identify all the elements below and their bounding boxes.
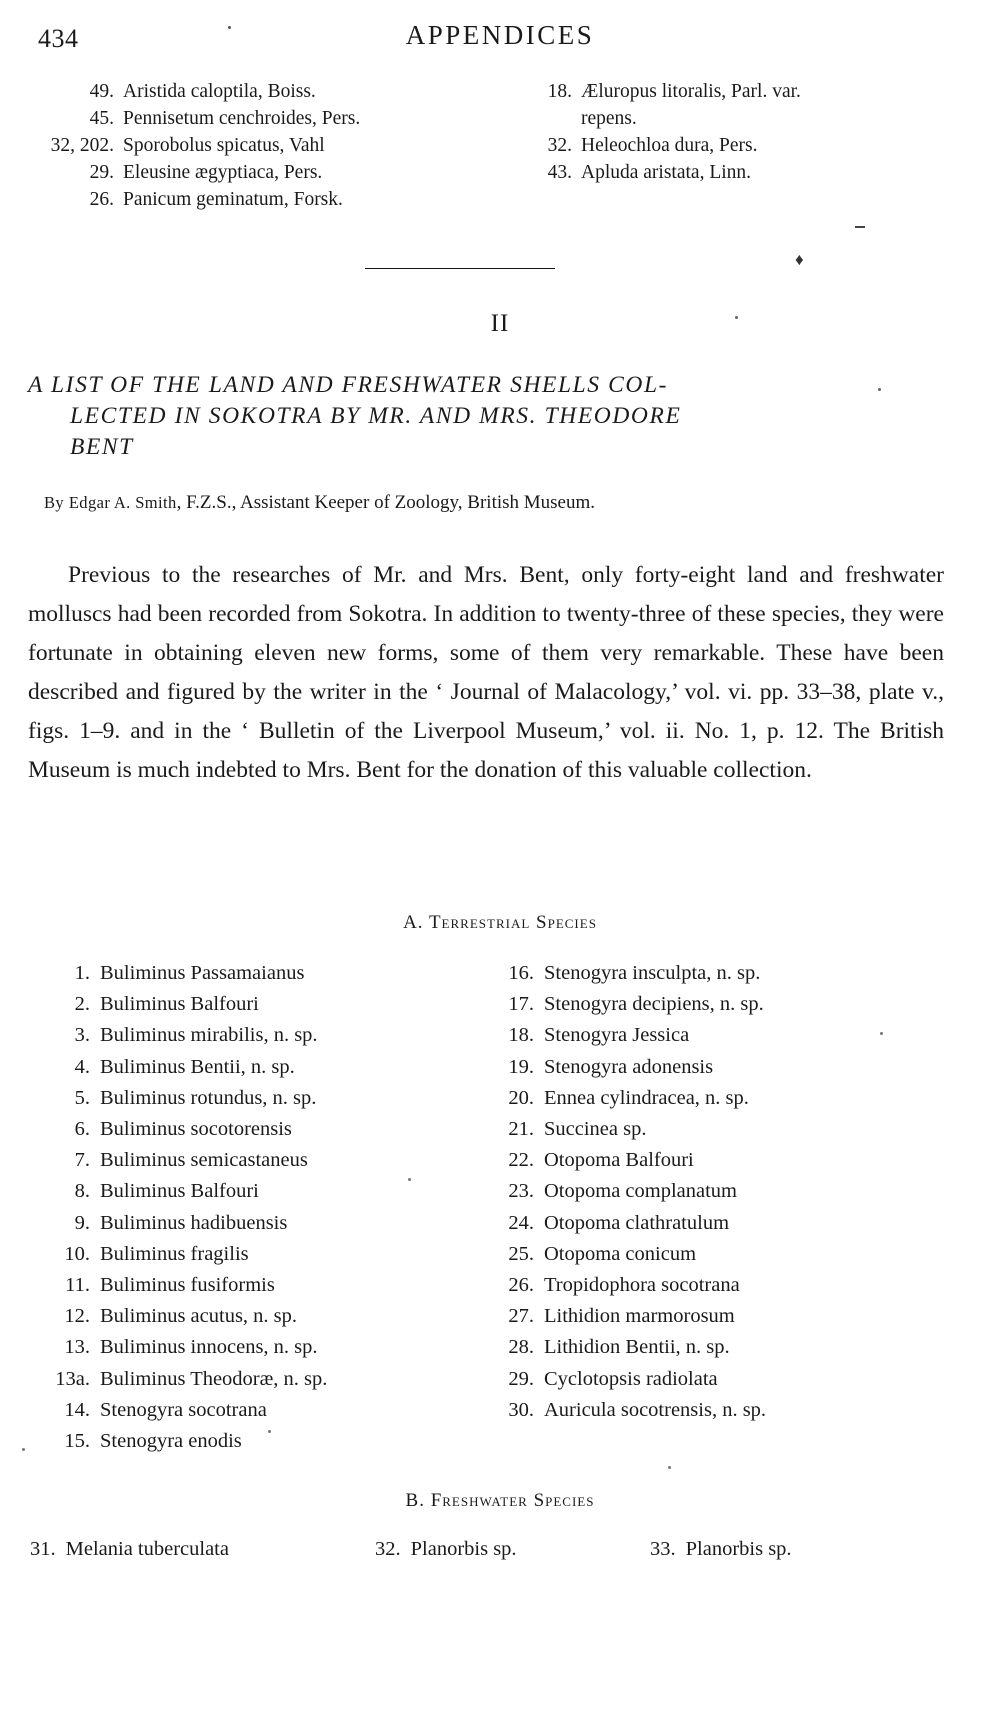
list-item xyxy=(30,1538,229,1561)
species-number: 27. xyxy=(508,1305,534,1328)
print-speck xyxy=(855,226,865,228)
species-number: 9. xyxy=(74,1211,90,1234)
species-number: 12. xyxy=(64,1305,90,1328)
species-number: 1. xyxy=(74,962,90,984)
species-name: Otopoma complanatum xyxy=(544,1180,737,1203)
print-speck xyxy=(268,1430,271,1433)
list-item xyxy=(22,132,442,159)
list-item-text: Aristida caloptila, Boiss. xyxy=(123,81,316,102)
list-item xyxy=(478,1145,968,1176)
species-name: Buliminus acutus, n. sp. xyxy=(100,1305,298,1328)
list-item-text: Panicum geminatum, Forsk. xyxy=(123,189,343,210)
byline-affiliation: , F.Z.S., Assistant Keeper of Zoology, British Museum. xyxy=(176,492,596,513)
list-item xyxy=(34,958,464,989)
list-item xyxy=(22,105,442,132)
list-item xyxy=(478,1052,968,1083)
species-name: Stenogyra adonensis xyxy=(544,1055,714,1078)
species-number: 18. xyxy=(508,1024,534,1047)
top-list-left-column xyxy=(22,78,442,213)
species-name: Lithidion Bentii, n. sp. xyxy=(544,1336,730,1359)
freshwater-heading-text: B. Freshwater Species xyxy=(405,1490,595,1511)
byline-prefix: By xyxy=(44,493,65,512)
list-item-text: Sporobolus spicatus, Vahl xyxy=(123,135,325,156)
species-number: 7. xyxy=(74,1149,90,1172)
species-number: 8. xyxy=(74,1180,90,1203)
list-item xyxy=(34,1301,464,1332)
species-number: 14. xyxy=(64,1398,90,1421)
species-name: Stenogyra Jessica xyxy=(544,1024,690,1047)
byline-author: Edgar A. Smith xyxy=(68,493,177,512)
terrestrial-left-column xyxy=(34,958,464,1457)
species-name: Buliminus Balfouri xyxy=(100,993,259,1016)
print-speck xyxy=(228,26,231,29)
list-item xyxy=(34,1426,464,1457)
list-item xyxy=(34,1270,464,1301)
species-number: 11. xyxy=(65,1274,90,1297)
list-item xyxy=(34,1114,464,1145)
list-item xyxy=(22,186,442,213)
species-name: Buliminus fusiformis xyxy=(100,1274,275,1297)
species-number: 31. xyxy=(30,1538,56,1560)
print-speck xyxy=(668,1466,671,1469)
species-name: Buliminus hadibuensis xyxy=(100,1211,288,1234)
species-number: 21. xyxy=(508,1118,534,1141)
species-name: Planorbis sp. xyxy=(685,1538,792,1560)
species-name: Otopoma clathratulum xyxy=(544,1211,730,1234)
species-name: Buliminus Bentii, n. sp. xyxy=(100,1055,295,1078)
section-title xyxy=(28,370,944,463)
species-name: Buliminus Passamaianus xyxy=(100,962,305,984)
terrestrial-heading-text: A. Terrestrial Species xyxy=(403,912,597,933)
species-number: 28. xyxy=(508,1336,534,1359)
list-item xyxy=(34,1145,464,1176)
species-number: 20. xyxy=(508,1086,534,1109)
print-speck: ♦ xyxy=(795,250,804,269)
list-item xyxy=(478,1083,968,1114)
list-item xyxy=(34,1364,464,1395)
species-number: 32. xyxy=(375,1538,401,1560)
species-number: 33. xyxy=(650,1538,676,1560)
list-item xyxy=(478,1395,968,1426)
species-number: 2. xyxy=(74,993,90,1016)
species-name: Planorbis sp. xyxy=(410,1538,517,1560)
species-name: Buliminus Balfouri xyxy=(100,1180,259,1203)
list-item xyxy=(34,1332,464,1363)
species-number: 17. xyxy=(508,993,534,1016)
list-item-number: 29. xyxy=(89,162,114,183)
list-item xyxy=(478,1364,968,1395)
species-name: Stenogyra enodis xyxy=(100,1430,242,1453)
list-item-number: 32. xyxy=(547,135,572,156)
list-item-number: 18. xyxy=(547,81,572,102)
species-number: 15. xyxy=(64,1430,90,1453)
species-number: 26. xyxy=(508,1274,534,1297)
species-name: Buliminus innocens, n. sp. xyxy=(100,1336,318,1359)
list-item xyxy=(478,1114,968,1145)
list-item xyxy=(478,1332,968,1363)
list-item xyxy=(34,1020,464,1051)
species-number: 25. xyxy=(508,1242,534,1265)
list-item xyxy=(22,78,442,105)
list-item xyxy=(34,1395,464,1426)
species-name: Buliminus mirabilis, n. sp. xyxy=(100,1024,318,1047)
print-speck xyxy=(408,1178,411,1181)
species-number: 30. xyxy=(508,1398,534,1421)
list-item xyxy=(375,1538,517,1561)
species-number: 4. xyxy=(74,1055,90,1078)
species-name: Buliminus socotorensis xyxy=(100,1118,292,1141)
section-divider-rule xyxy=(365,268,555,269)
species-name: Melania tuberculata xyxy=(65,1538,229,1560)
species-number: 10. xyxy=(64,1242,90,1265)
species-name: Tropidophora socotrana xyxy=(544,1274,740,1297)
list-item-number: 26. xyxy=(89,189,114,210)
list-item-number: 49. xyxy=(89,81,114,102)
species-number: 23. xyxy=(508,1180,534,1203)
terrestrial-right-column xyxy=(478,958,968,1426)
list-item-continuation: repens. xyxy=(581,108,637,129)
list-item xyxy=(478,1176,968,1207)
species-name: Lithidion marmorosum xyxy=(544,1305,735,1328)
species-name: Ennea cylindracea, n. sp. xyxy=(544,1086,749,1109)
running-head: APPENDICES xyxy=(405,20,595,50)
species-name: Cyclotopsis radiolata xyxy=(544,1367,718,1390)
species-number: 19. xyxy=(508,1055,534,1078)
section-title-line-1: A LIST OF THE LAND AND FRESHWATER SHELLS COL- xyxy=(28,372,669,398)
species-name: Otopoma Balfouri xyxy=(544,1149,694,1172)
section-title-line-3: BENT xyxy=(70,434,134,460)
species-name: Buliminus semicastaneus xyxy=(100,1149,308,1172)
species-name: Stenogyra insculpta, n. sp. xyxy=(544,962,761,984)
byline xyxy=(44,492,954,514)
print-speck xyxy=(22,1448,25,1451)
species-number: 6. xyxy=(74,1118,90,1141)
list-item xyxy=(478,1270,968,1301)
list-item xyxy=(480,159,960,186)
body-paragraph: Previous to the researches of Mr. and Mrs. Bent, only forty-eight land and freshwater molluscs had been recorded from Sokotra. In addition to twenty-three of these species, they were fortunate in obtaining eleven new forms, some of them very remarkable. These have been described and figured by the writer in the ‘ Journal of Malacology,’ vol. vi. pp. 33–38, plate v., figs. 1–9. and in the ‘ Bulletin of the Liverpool Museum,’ vol. ii. No. 1, p. 12. The British Museum is much indebted to Mrs. Bent for the donation of this valuable collection. xyxy=(28,562,944,783)
list-item-number: 32, 202. xyxy=(50,135,114,156)
species-number: 16. xyxy=(508,962,534,984)
species-number: 5. xyxy=(74,1086,90,1109)
species-number: 29. xyxy=(508,1367,534,1390)
species-number: 13. xyxy=(64,1336,90,1359)
list-item-number: 45. xyxy=(89,108,114,129)
list-item xyxy=(34,989,464,1020)
list-item-number: 43. xyxy=(547,162,572,183)
list-item xyxy=(478,1208,968,1239)
freshwater-heading xyxy=(0,1490,1000,1512)
top-list-right-column xyxy=(480,78,960,186)
list-item xyxy=(478,958,968,989)
species-name: Auricula socotrensis, n. sp. xyxy=(544,1398,767,1421)
species-name: Otopoma conicum xyxy=(544,1242,697,1265)
list-item-text: Eleusine ægyptiaca, Pers. xyxy=(123,162,323,183)
section-number: II xyxy=(490,310,510,337)
list-item xyxy=(34,1239,464,1270)
list-item xyxy=(22,159,442,186)
species-number: 24. xyxy=(508,1211,534,1234)
list-item-text: Æluropus litoralis, Parl. var. xyxy=(581,81,801,102)
page-number: 434 xyxy=(38,24,79,53)
list-item xyxy=(480,132,960,159)
species-number: 13a. xyxy=(55,1367,90,1390)
list-item xyxy=(34,1083,464,1114)
list-item xyxy=(34,1176,464,1207)
species-name: Succinea sp. xyxy=(544,1118,647,1141)
list-item xyxy=(480,78,960,105)
species-name: Stenogyra socotrana xyxy=(100,1398,267,1421)
list-item-text: Apluda aristata, Linn. xyxy=(581,162,752,183)
list-item xyxy=(650,1538,792,1561)
list-item-text: Heleochloa dura, Pers. xyxy=(581,135,758,156)
print-speck xyxy=(880,1032,883,1035)
list-item xyxy=(34,1052,464,1083)
species-name: Buliminus fragilis xyxy=(100,1242,249,1265)
list-item xyxy=(478,1301,968,1332)
species-name: Buliminus rotundus, n. sp. xyxy=(100,1086,317,1109)
list-item xyxy=(478,1020,968,1051)
species-name: Buliminus Theodoræ, n. sp. xyxy=(100,1367,328,1390)
list-item xyxy=(34,1208,464,1239)
list-item xyxy=(478,989,968,1020)
list-item xyxy=(478,1239,968,1270)
species-number: 3. xyxy=(74,1024,90,1047)
page-header xyxy=(0,16,1000,56)
species-number: 22. xyxy=(508,1149,534,1172)
list-item-text: Pennisetum cenchroides, Pers. xyxy=(123,108,361,129)
section-title-line-2: LECTED IN SOKOTRA BY MR. AND MRS. THEODORE xyxy=(70,403,682,429)
terrestrial-heading xyxy=(0,912,1000,934)
species-name: Stenogyra decipiens, n. sp. xyxy=(544,993,764,1016)
